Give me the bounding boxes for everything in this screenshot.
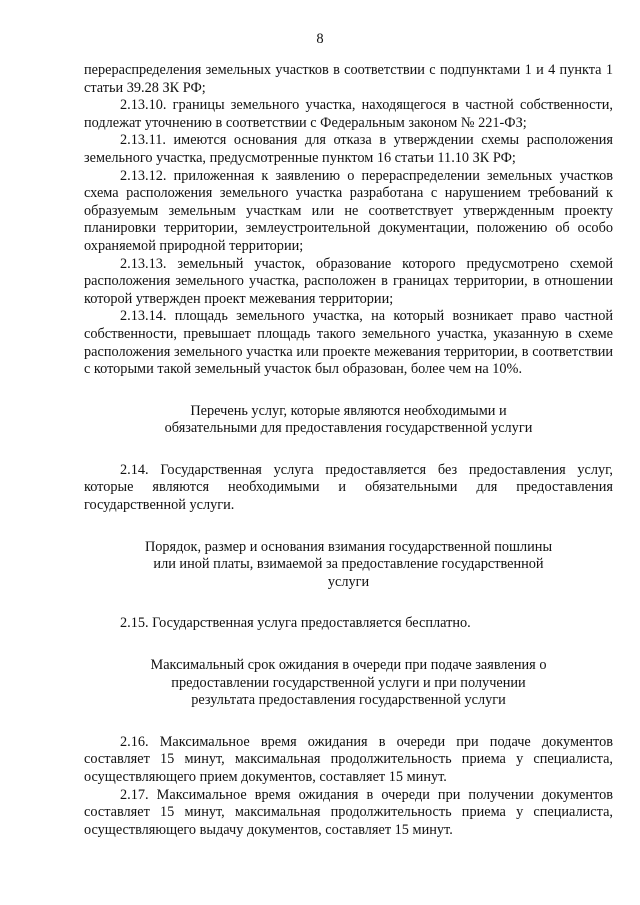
heading-line: услуги	[327, 573, 370, 590]
paragraph-2-13-10: 2.13.10. границы земельного участка, находящегося в частной собственности, подлежат уточнению в соответствии с Федеральным законом № 221-ФЗ;	[84, 97, 613, 131]
paragraph-2-13-11: 2.13.11. имеются основания для отказа в утверждении схемы расположения земельного участка, предусмотренные пунктом 16 статьи 11.10 ЗК РФ;	[84, 132, 613, 166]
paragraph-2-13-13: 2.13.13. земельный участок, образование которого предусмотрено схемой расположения земельного участка, расположен в границах территории, в отношении которой утвержден проект межевания территории;	[84, 255, 613, 307]
paragraph-2-13-12: 2.13.12. приложенная к заявлению о перераспределении земельных участков схема расположения земельного участка разработана с нарушением требований к образуемым земельным участкам или не соответствует утвержденным проекту планировки территории, землеустроительной документации, положению об особо охраняемой природной территории;	[84, 167, 613, 254]
paragraph-2-13-14: 2.13.14. площадь земельного участка, на который возникает право частной собственности, превышает площадь такого земельного участка, указанную в схеме расположения земельного участка или проекте межевания территории, в соответствии с которыми такой земельный участок был образован, более чем на 10%.	[84, 308, 613, 378]
paragraph-2-14: 2.14. Государственная услуга предоставляется без предоставления услуг, которые являются необходимыми и обязательными для предоставления государственной услуги.	[84, 461, 613, 514]
paragraph-continuation: перераспределения земельных участков в соответствии с подпунктами 1 и 4 пункта 1 статьи 39.28 ЗК РФ;	[84, 62, 613, 96]
section-heading-services-list	[84, 403, 613, 438]
paragraph-2-15: 2.15. Государственная услуга предоставляется бесплатно.	[120, 615, 471, 632]
heading-line: результата предоставления государственной услуги	[191, 692, 506, 709]
heading-line: Максимальный срок ожидания в очереди при подаче заявления о	[150, 657, 547, 674]
page-number: 8	[316, 31, 324, 47]
paragraph-2-17: 2.17. Максимальное время ожидания в очереди при получении документов составляет 15 минут, максимальная продолжительность приема у специалиста, осуществляющего выдачу документов, составляет 15 минут.	[84, 786, 613, 838]
heading-line: обязательными для предоставления государственной услуги	[164, 420, 533, 437]
heading-line: Перечень услуг, которые являются необходимыми и	[190, 402, 507, 419]
heading-line: или иной платы, взимаемой за предоставление государственной	[153, 556, 544, 573]
section-heading-waiting-time	[84, 657, 613, 710]
paragraph-2-16: 2.16. Максимальное время ожидания в очереди при подаче документов составляет 15 минут, максимальная продолжительность приема у специалиста, осуществляющего прием документов, составляет 15 минут.	[84, 733, 613, 785]
heading-line: предоставлении государственной услуги и при получении	[171, 674, 526, 691]
section-heading-fee-procedure	[84, 539, 613, 592]
document-body	[84, 62, 613, 839]
heading-line: Порядок, размер и основания взимания государственной пошлины	[144, 538, 553, 555]
